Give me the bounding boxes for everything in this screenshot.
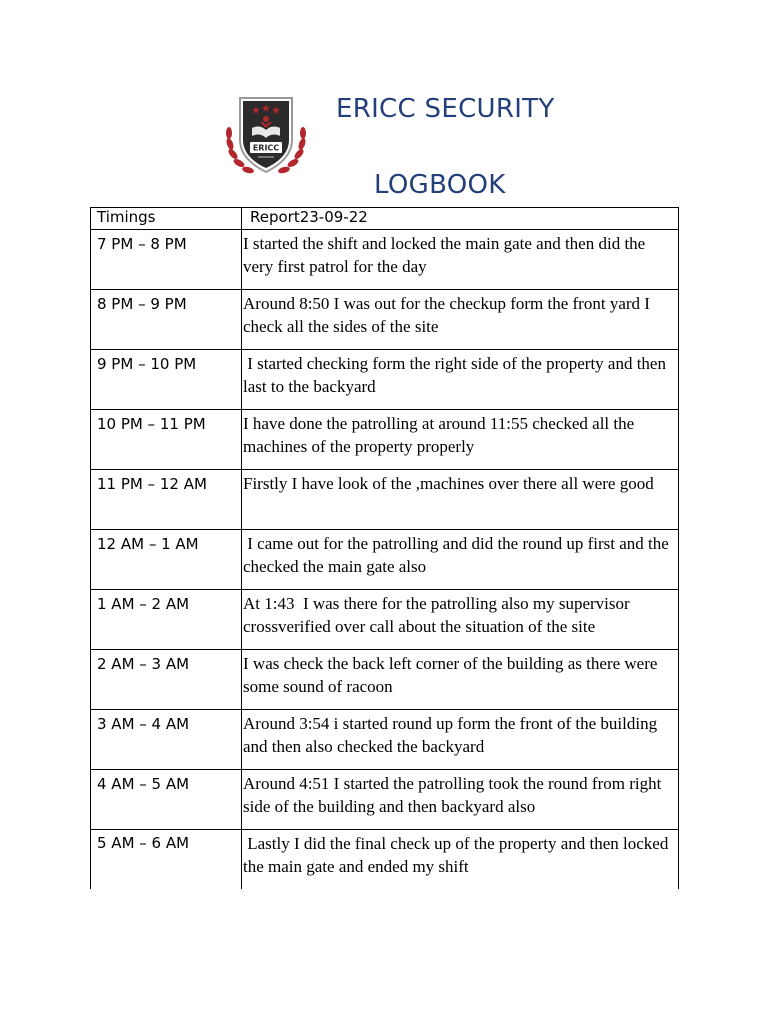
timing-cell: 8 PM – 9 PM xyxy=(91,290,242,350)
table-row xyxy=(91,230,679,290)
timing-cell: 4 AM – 5 AM xyxy=(91,770,242,830)
report-cell: Around 4:51 I started the patrolling took the round from right side of the building and then backyard also xyxy=(242,770,679,830)
column-header-timings: Timings xyxy=(91,208,242,230)
report-cell: I started the shift and locked the main gate and then did the very first patrol for the day xyxy=(242,230,679,290)
table-row xyxy=(91,530,679,590)
report-cell: Lastly I did the final check up of the property and then locked the main gate and ended my shift xyxy=(242,830,679,890)
table-row xyxy=(91,770,679,830)
page-title: ERICC SECURITY xyxy=(336,94,555,124)
timing-cell: 5 AM – 6 AM xyxy=(91,830,242,890)
timing-cell: 7 PM – 8 PM xyxy=(91,230,242,290)
ericc-logo xyxy=(222,92,310,180)
table-row xyxy=(91,710,679,770)
table-row xyxy=(91,830,679,890)
timing-cell: 1 AM – 2 AM xyxy=(91,590,242,650)
timing-cell: 3 AM – 4 AM xyxy=(91,710,242,770)
shield-logo-icon xyxy=(222,92,310,180)
report-cell: At 1:43 I was there for the patrolling also my supervisor crossverified over call about the situation of the site xyxy=(242,590,679,650)
table-row xyxy=(91,650,679,710)
logbook-table xyxy=(90,207,679,889)
table-header-row xyxy=(91,208,679,230)
report-cell: I started checking form the right side of the property and then last to the backyard xyxy=(242,350,679,410)
report-cell: Firstly I have look of the ,machines over there all were good xyxy=(242,470,679,530)
table-row xyxy=(91,350,679,410)
table-row xyxy=(91,410,679,470)
report-cell: Around 8:50 I was out for the checkup form the front yard I check all the sides of the site xyxy=(242,290,679,350)
timing-cell: 11 PM – 12 AM xyxy=(91,470,242,530)
timing-cell: 2 AM – 3 AM xyxy=(91,650,242,710)
timing-cell: 10 PM – 11 PM xyxy=(91,410,242,470)
report-cell: I came out for the patrolling and did the round up first and the checked the main gate also xyxy=(242,530,679,590)
page-subtitle: LOGBOOK xyxy=(374,170,506,200)
logo-text: ERICC xyxy=(252,143,280,153)
table-row xyxy=(91,470,679,530)
report-cell: I was check the back left corner of the building as there were some sound of racoon xyxy=(242,650,679,710)
column-header-report: Report23-09-22 xyxy=(242,208,679,230)
table-row xyxy=(91,290,679,350)
timing-cell: 12 AM – 1 AM xyxy=(91,530,242,590)
report-cell: I have done the patrolling at around 11:55 checked all the machines of the property properly xyxy=(242,410,679,470)
timing-cell: 9 PM – 10 PM xyxy=(91,350,242,410)
table-row xyxy=(91,590,679,650)
report-cell: Around 3:54 i started round up form the front of the building and then also checked the backyard xyxy=(242,710,679,770)
